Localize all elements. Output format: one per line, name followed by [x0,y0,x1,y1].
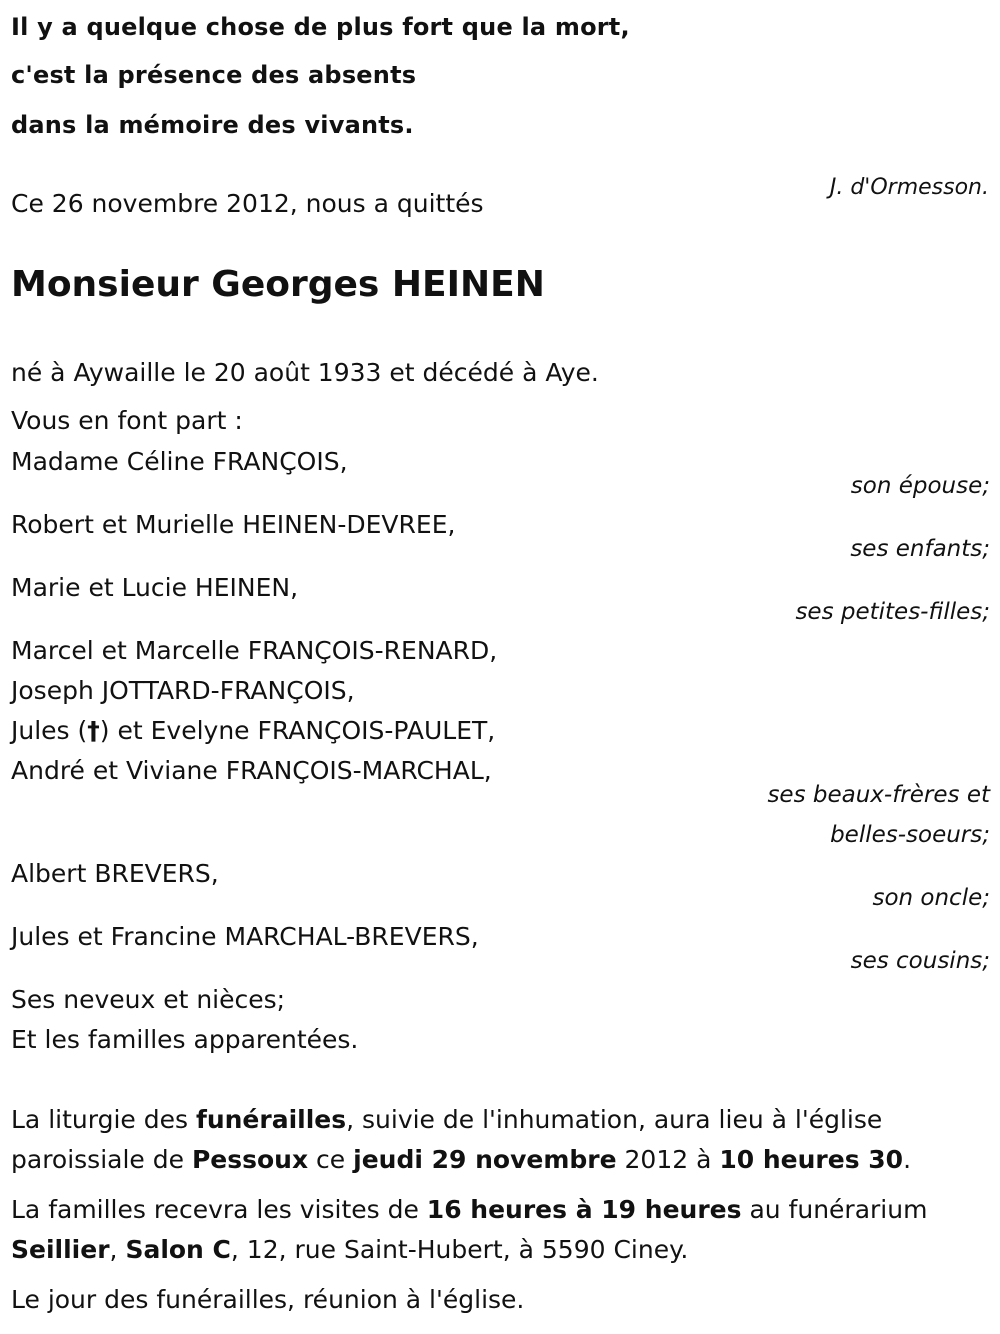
visits-line-2 [11,1235,688,1265]
visits-address: , 12, rue Saint-Hubert, à 5590 Ciney. [230,1235,689,1264]
visits-text-3: , [109,1235,126,1264]
inlaws-relation-2: belles-soeurs; [830,822,990,848]
inlaws-line-1: Marcel et Marcelle FRANÇOIS-RENARD, [11,636,498,665]
funeral-text-1: La liturgie des [11,1105,196,1134]
cross-icon: † [87,716,100,745]
funeral-bold-1: funérailles [195,1105,347,1134]
intro-text: Ce 26 novembre 2012, nous a quittés [11,189,484,218]
funeral-line-1 [11,1105,882,1135]
inlaws-line-3-pre: Jules ( [11,716,88,745]
quote-line-1: Il y a quelque chose de plus fort que la mort, [11,13,630,41]
visits-text-2: au funérarium [741,1195,928,1224]
cousins-name: Jules et Francine MARCHAL-BREVERS, [11,922,479,951]
granddaughters-name: Marie et Lucie HEINEN, [11,573,299,602]
meeting-line: Le jour des funérailles, réunion à l'église. [11,1285,525,1314]
uncle-relation: son oncle; [872,885,990,911]
birth-line: né à Aywaille le 20 août 1933 et décédé à Aye. [11,358,599,387]
funeral-date: jeudi 29 novembre [353,1145,617,1174]
funeral-time: 10 heures 30 [719,1145,904,1174]
funeral-text-4: ce [308,1145,354,1174]
visits-hours: 16 heures à 19 heures [426,1195,742,1224]
funeral-text-2: , suivie de l'inhumation, aura lieu à l'église [346,1105,883,1134]
uncle-name: Albert BREVERS, [11,859,219,888]
inlaws-relation-1: ses beaux-frères et [767,782,990,808]
announce-text: Vous en font part : [11,406,243,435]
salon-name: Salon C [125,1235,231,1264]
spouse-name: Madame Céline FRANÇOIS, [11,447,348,476]
inlaws-line-4: André et Viviane FRANÇOIS-MARCHAL, [11,756,492,785]
visits-text-1: La familles recevra les visites de [11,1195,427,1224]
deceased-name: Monsieur Georges HEINEN [11,264,545,305]
quote-line-3: dans la mémoire des vivants. [11,111,414,139]
children-name: Robert et Murielle HEINEN-DEVREE, [11,510,456,539]
children-relation: ses enfants; [850,536,990,562]
nephews-line: Ses neveux et nièces; [11,985,286,1014]
spouse-relation: son épouse; [850,473,990,499]
inlaws-line-2: Joseph JOTTARD-FRANÇOIS, [11,676,355,705]
cousins-relation: ses cousins; [850,948,990,974]
funeral-line-2 [11,1145,911,1175]
families-line: Et les familles apparentées. [11,1025,359,1054]
funeral-text-3: paroissiale de [11,1145,192,1174]
quote-line-2: c'est la présence des absents [11,61,417,89]
inlaws-line-3 [11,716,495,746]
funeral-home-name: Seillier [11,1235,110,1264]
inlaws-line-3-post: ) et Evelyne FRANÇOIS-PAULET, [99,716,496,745]
funeral-place: Pessoux [191,1145,309,1174]
granddaughters-relation: ses petites-filles; [795,599,990,625]
visits-line-1 [11,1195,927,1225]
quote-author: J. d'Ormesson. [829,175,989,200]
funeral-text-6: . [903,1145,912,1174]
funeral-text-5: 2012 à [616,1145,720,1174]
